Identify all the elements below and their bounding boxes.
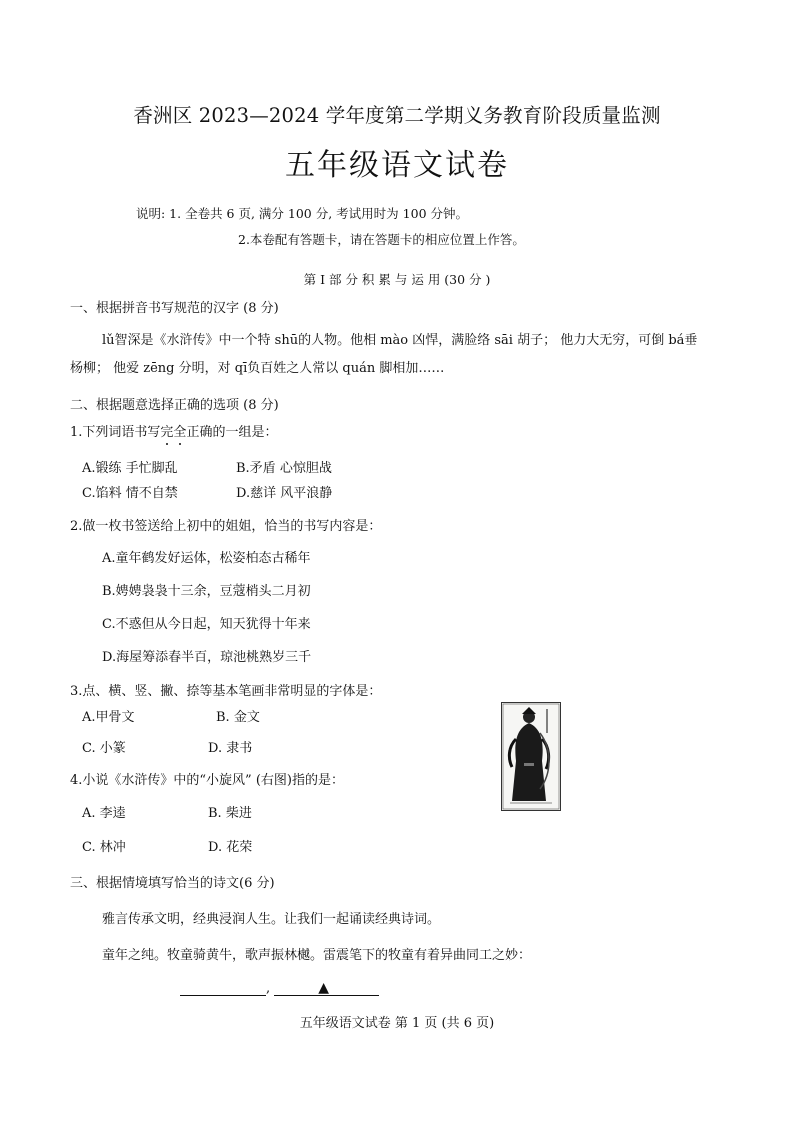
- question-3-option-c: C. 小篆: [82, 741, 126, 756]
- section-1-paragraph-line-2: 杨柳； 他爱 zēng 分明，对 qī负百姓之人常以 quán 脚相加……: [70, 361, 445, 376]
- exam-header-title: 香洲区 2023—2024 学年度第二学期义务教育阶段质量监测: [133, 104, 661, 127]
- question-3-option-a: A.甲骨文: [82, 710, 135, 725]
- question-4-stem: 4.小说《水浒传》中的“小旋风” (右图)指的是：: [70, 773, 344, 788]
- question-3-option-b: B. 金文: [216, 710, 260, 725]
- answer-blanks: [180, 981, 379, 996]
- warrior-figure-icon: [502, 703, 560, 810]
- question-3-option-d: D. 隶书: [208, 741, 253, 756]
- question-1-option-c: C.馅料 情不自禁: [82, 486, 178, 501]
- question-1-option-d: D.慈详 风平浪静: [236, 486, 333, 501]
- question-4-option-c: C. 林冲: [82, 840, 126, 855]
- instructions-line-2: 2.本卷配有答题卡，请在答题卡的相应位置上作答。: [238, 232, 525, 247]
- question-2-option-d: D.海屋筹添春半百，琼池桃熟岁三千: [102, 650, 312, 665]
- question-1-stem: [70, 421, 277, 440]
- comma: ,: [266, 981, 271, 996]
- question-4-option-a: A. 李逵: [82, 806, 126, 821]
- triangle-marker-icon: ▲: [318, 980, 330, 996]
- part-heading: 第 I 部 分 积 累 与 运 用 (30 分 ): [303, 272, 491, 287]
- question-4-option-d: D. 花荣: [208, 840, 253, 855]
- page-footer: 五年级语文试卷 第 1 页 (共 6 页): [299, 1016, 495, 1031]
- section-3-paragraph-2: 童年之纯。牧童骑黄牛，歌声振林樾。雷震笔下的牧童有着异曲同工之妙：: [102, 948, 532, 963]
- section-1-paragraph-line-1: lǔ智深是《水浒传》中一个特 shū的人物。他相 mào 凶悍，满脸络 sāi 胡子； 他力大无穷，可倒 bá垂: [102, 333, 698, 348]
- section-3-title: 三、根据情境填写恰当的诗文(6 分): [70, 876, 275, 891]
- section-3-paragraph-1: 雅言传承文明，经典浸润人生。让我们一起诵读经典诗词。: [102, 912, 441, 927]
- section-1-title: 一、根据拼音书写规范的汉字 (8 分): [70, 301, 279, 316]
- question-2-option-c: C.不惑但从今日起，知天犹得十年来: [102, 617, 311, 632]
- question-1-stem-pre: 1.下列词语书写: [70, 425, 161, 440]
- question-2-option-a: A.童年鹤发好运体，松姿柏态古稀年: [102, 551, 311, 566]
- question-4-option-b: B. 柴进: [208, 806, 252, 821]
- answer-blank-2[interactable]: [274, 980, 379, 996]
- emphasis-char: 完: [160, 421, 173, 440]
- answer-blank-1[interactable]: [180, 983, 266, 996]
- xiaoxuanfeng-illustration: [501, 702, 561, 811]
- emphasis-char: 全: [173, 421, 186, 440]
- instructions-line-1: 说明: 1. 全卷共 6 页, 满分 100 分, 考试用时为 100 分钟。: [136, 206, 468, 221]
- exam-main-title: 五年级语文试卷: [285, 148, 509, 183]
- question-1-option-a: A.锻练 手忙脚乱: [82, 461, 178, 476]
- question-2-stem: 2.做一枚书签送给上初中的姐姐，恰当的书写内容是：: [70, 519, 382, 534]
- question-2-option-b: B.娉娉袅袅十三余，豆蔻梢头二月初: [102, 584, 311, 599]
- section-2-title: 二、根据题意选择正确的选项 (8 分): [70, 398, 279, 413]
- question-3-stem: 3.点、横、竖、撇、捺等基本笔画非常明显的字体是：: [70, 684, 382, 699]
- question-1-stem-post: 正确的一组是：: [186, 425, 278, 440]
- question-1-option-b: B.矛盾 心惊胆战: [236, 461, 332, 476]
